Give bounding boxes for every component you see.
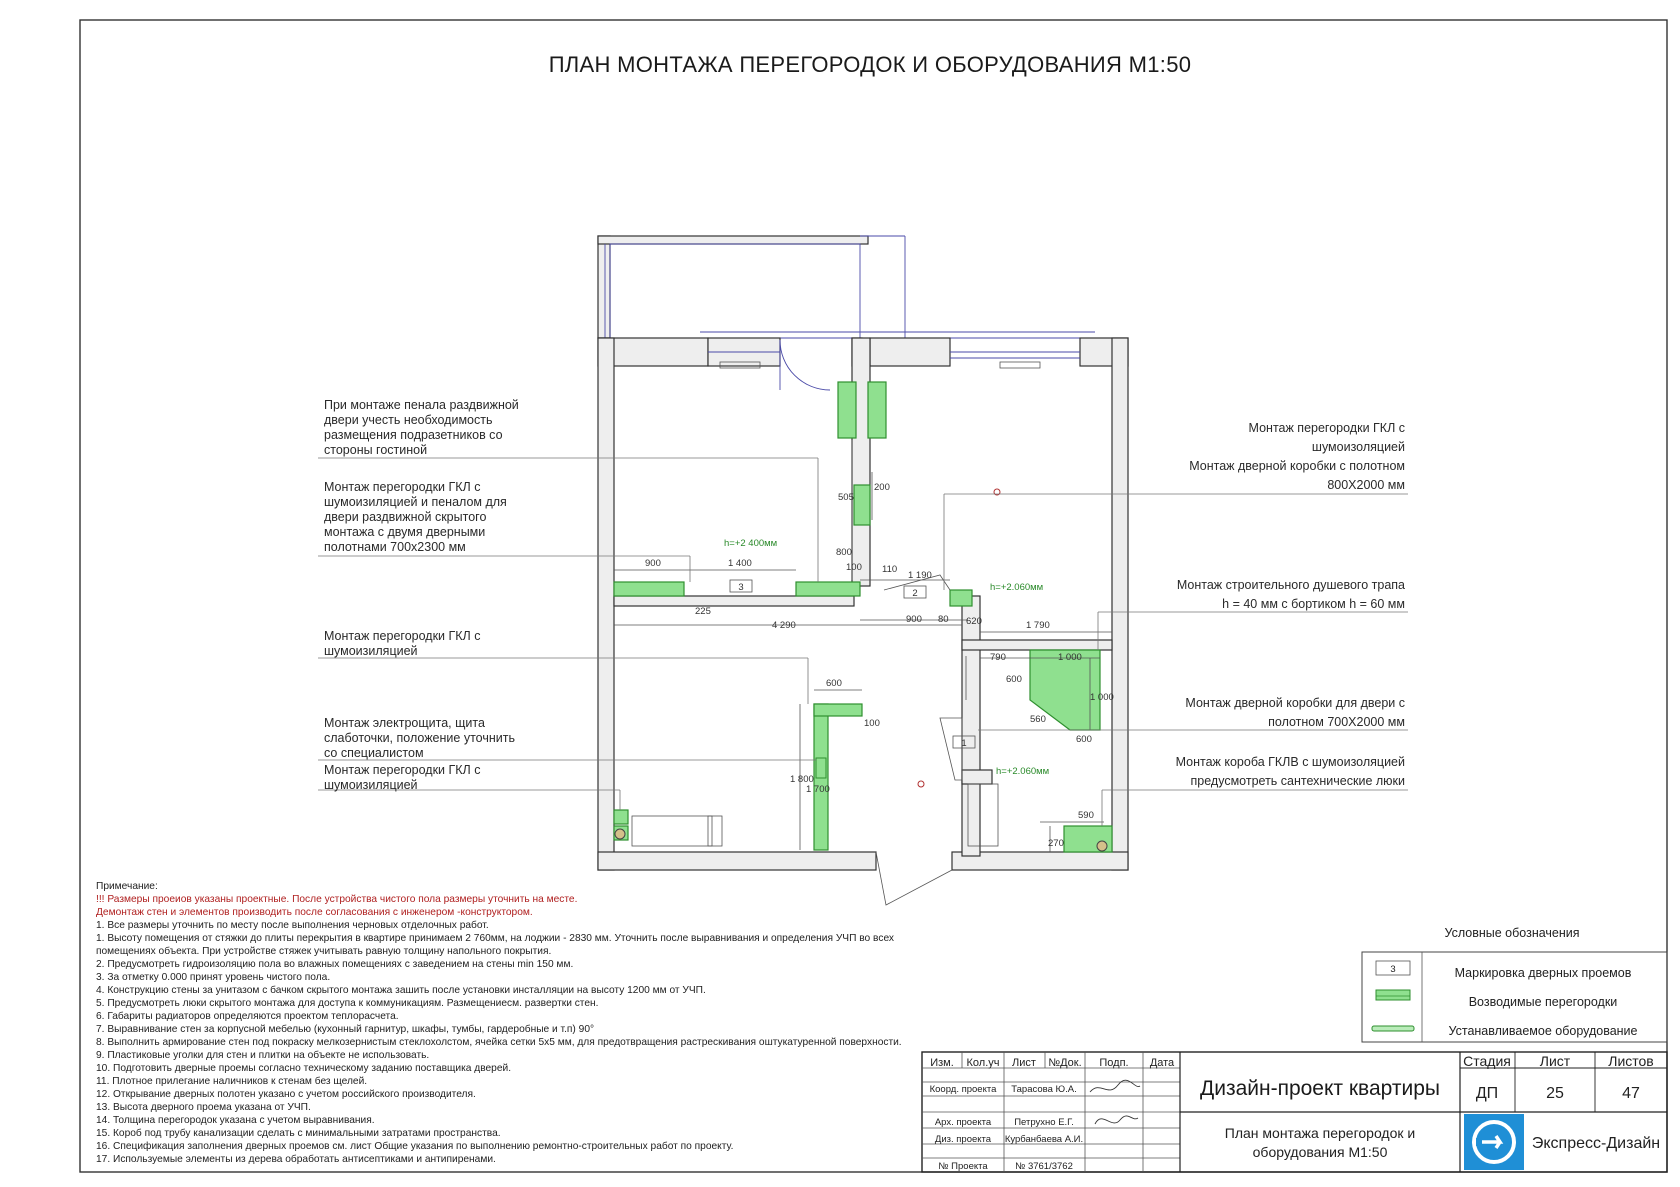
dim-100: 100	[846, 562, 862, 573]
tb-col-podp: Подп.	[1099, 1057, 1129, 1069]
door-tag-3: 3	[738, 582, 744, 593]
page-title: ПЛАН МОНТАЖА ПЕРЕГОРОДОК И ОБОРУДОВАНИЯ М1:50	[548, 52, 1192, 77]
dim-505: 505	[838, 492, 854, 503]
dim-h2400: h=+2 400мм	[724, 538, 778, 549]
callout-l1-line4: стороны гостиной	[324, 443, 428, 457]
dim-1190: 1 190	[908, 570, 932, 581]
signature-2	[1095, 1116, 1138, 1124]
dim-80: 80	[938, 614, 949, 625]
tb-project-name: Дизайн-проект квартиры	[1200, 1077, 1440, 1100]
dim-1000b: 1 000	[1090, 692, 1114, 703]
dim-4290: 4 290	[772, 620, 796, 631]
tb-col-kol: Кол.уч	[966, 1057, 1000, 1069]
notes-item: 1. Высоту помещения от стяжки до плиты перекрытия в квартире принимаем 2 760мм, на лоджии - 2830 мм. Уточнить после выравнивания и определения УЧП во всех	[96, 933, 894, 944]
tb-col-list: Лист	[1012, 1057, 1036, 1069]
tb-stage: ДП	[1475, 1085, 1499, 1102]
callout-l3-line2: шумоизиляцией	[324, 644, 418, 658]
notes-item: 9. Пластиковые уголки для стен и плитки на объекте не использовать.	[96, 1050, 430, 1061]
callout-l1-line2: двери учесть необходимость	[324, 413, 493, 427]
dim-1400: 1 400	[728, 558, 752, 569]
dim-1800: 1 800	[790, 774, 814, 785]
callout-l2-line5: полотнами 700х2300 мм	[324, 540, 466, 554]
callout-l5-line2: шумоизиляцией	[324, 778, 418, 792]
tb-sheets-label: Листов	[1608, 1053, 1654, 1069]
tb-company-name: Экспресс-Дизайн	[1531, 1135, 1661, 1152]
dim-225: 225	[695, 606, 711, 617]
tb-stage-label: Стадия	[1463, 1053, 1511, 1069]
dim-600a: 600	[1006, 674, 1022, 685]
callouts-right	[1176, 421, 1405, 788]
dim-620: 620	[966, 616, 982, 627]
notes-item: 13. Высота дверного проема указана от УЧП.	[96, 1102, 311, 1113]
tb-col-izm: Изм.	[930, 1057, 954, 1069]
dim-600b: 600	[1076, 734, 1092, 745]
door-tag-1: 1	[961, 738, 967, 749]
callout-r4-line2: предусмотреть сантехнические люки	[1190, 774, 1405, 788]
tb-col-data: Дата	[1149, 1057, 1175, 1069]
callouts-left	[324, 398, 519, 792]
legend-item-equipment: Устанавливаемое оборудование	[1448, 1024, 1638, 1038]
callout-r1-line1: Монтаж перегородки ГКЛ с	[1248, 421, 1405, 435]
notes-item: 2. Предусмотреть гидроизоляцию пола во влажных помещениях с заведением на стены min 150 мм.	[96, 959, 574, 970]
notes-item: 15. Короб под трубу канализации сделать с минимальными затратами пространства.	[96, 1128, 501, 1139]
dim-790: 790	[990, 652, 1006, 663]
dim-800: 800	[836, 547, 852, 558]
notes-item: 4. Конструкцию стены за унитазом с бачком скрытого монтажа зашить после установки инсталляции на высоту 1200 мм от УЧП.	[96, 985, 706, 996]
tb-row3-role: Диз. проекта	[934, 1134, 992, 1145]
tb-sheets: 47	[1622, 1085, 1640, 1102]
tb-row4-role: № Проекта	[938, 1161, 988, 1172]
dim-900a: 900	[645, 558, 661, 569]
notes	[96, 881, 902, 1165]
callout-l2-line3: двери раздвижной скрытого	[324, 510, 487, 524]
callout-r1-line3: Монтаж дверной коробки с полотном	[1189, 459, 1405, 473]
notes-item: 6. Габариты радиаторов определяются проектом теплорасчета.	[96, 1011, 399, 1022]
dim-100b: 100	[864, 718, 880, 729]
callout-r4-line1: Монтаж короба ГКЛВ с шумоизоляцией	[1175, 755, 1405, 769]
legend-heading: Условные обозначения	[1444, 926, 1580, 940]
notes-warning-1: !!! Размеры проеиов указаны проектные. После устройства чистого пола размеры уточнить на месте.	[96, 894, 578, 905]
legend-sample-tag: 3	[1390, 964, 1396, 975]
dim-1000a: 1 000	[1058, 652, 1082, 663]
notes-item: 3. За отметку 0.000 принят уровень чистого пола.	[96, 972, 331, 983]
callout-l1-line1: При монтаже пенала раздвижной	[324, 398, 519, 412]
tb-row1-name: Тарасова Ю.А.	[1011, 1084, 1077, 1095]
tb-row2-name: Петрухно Е.Г.	[1014, 1117, 1074, 1128]
callout-r2-line1: Монтаж строительного душевого трапа	[1176, 578, 1405, 592]
dim-h2060b: h=+2.060мм	[996, 766, 1050, 777]
notes-item: 17. Используемые элементы из дерева обработать антисептиками и антипиренами.	[96, 1154, 496, 1165]
loggia	[598, 236, 1095, 338]
callout-r1-line4: 800Х2000 мм	[1327, 478, 1405, 492]
notes-item: помещениях объекта. При устройстве стяжек учитывать равную толщину напольного покрытия.	[96, 946, 552, 957]
callout-l4-line3: со специалистом	[324, 746, 424, 760]
callout-l2-line4: монтажа с двумя дверными	[324, 525, 486, 539]
notes-item: 1. Все размеры уточнить по месту после выполнения черновых отделочных работ.	[96, 920, 489, 931]
callout-r1-line2: шумоизоляцией	[1311, 440, 1405, 454]
dim-560: 560	[1030, 714, 1046, 725]
notes-item: 7. Выравнивание стен за корпусной мебелью (кухонный гарнитур, шкафы, тумбы, гардеробные и т.п) 90°	[96, 1024, 595, 1035]
callout-l2-line2: шумоизиляцией и пеналом для	[324, 495, 507, 509]
title-block	[922, 1052, 1667, 1172]
tb-sheet-title-2: оборудования М1:50	[1252, 1144, 1388, 1160]
callout-l4-line1: Монтаж электрощита, щита	[324, 716, 485, 730]
notes-item: 16. Спецификация заполнения дверных проемов см. лист Общие указания по выполнению ремонтно-строительных работ по проекту.	[96, 1141, 734, 1152]
tb-sheet: 25	[1546, 1085, 1564, 1102]
tb-sheet-label: Лист	[1539, 1053, 1571, 1069]
callout-l3-line1: Монтаж перегородки ГКЛ с	[324, 629, 481, 643]
notes-item: 8. Выполнить армирование стен под покраску мелкозернистым стеклохолстом, ячейка сетки 5х5 мм, для предотвращения растрескивания оштукатуренной поверхности.	[96, 1037, 902, 1048]
dim-200: 200	[874, 482, 890, 493]
floor-plan	[318, 236, 1408, 905]
notes-item: 12. Открывание дверных полотен указано с учетом российского производителя.	[96, 1089, 476, 1100]
dim-1790: 1 790	[1026, 620, 1050, 631]
callout-l5-line1: Монтаж перегородки ГКЛ с	[324, 763, 481, 777]
tb-row2-role: Арх. проекта	[934, 1117, 992, 1128]
dim-600c: 600	[826, 678, 842, 689]
tb-sheet-title-1: План монтажа перегородок и	[1224, 1125, 1416, 1141]
legend-item-door-tags: Маркировка дверных проемов	[1454, 966, 1632, 980]
callout-r2-line2: h = 40 мм с бортиком h = 60 мм	[1222, 597, 1405, 611]
tb-row4-name: № 3761/3762	[1015, 1161, 1073, 1172]
callout-r3-line2: полотном 700Х2000 мм	[1268, 715, 1405, 729]
notes-item: 11. Плотное прилегание наличников к стенам без щелей.	[96, 1076, 368, 1087]
dim-1700: 1 700	[806, 784, 830, 795]
tb-row3-name: Курбанбаева А.И.	[1004, 1134, 1084, 1145]
dim-270: 270	[1048, 838, 1064, 849]
legend	[1362, 926, 1667, 1042]
notes-heading: Примечание:	[96, 881, 158, 892]
dim-900b: 900	[906, 614, 922, 625]
door-tag-2: 2	[912, 588, 918, 599]
entrance-door-swing	[876, 852, 952, 905]
dim-110: 110	[882, 564, 898, 575]
legend-item-partitions: Возводимые перегородки	[1468, 995, 1618, 1009]
inner-walls	[614, 596, 1112, 856]
callout-l2-line1: Монтаж перегородки ГКЛ с	[324, 480, 481, 494]
callout-r3-line1: Монтаж дверной коробки для двери с	[1185, 696, 1405, 710]
dim-590: 590	[1078, 810, 1094, 821]
notes-item: 10. Подготовить дверные проемы согласно техническому заданию поставщика дверей.	[96, 1063, 512, 1074]
callout-l4-line2: слаботочки, положение уточнить	[324, 731, 515, 745]
dim-h2060a: h=+2.060мм	[990, 582, 1044, 593]
tb-col-ndok: №Док.	[1048, 1057, 1082, 1069]
tb-row1-role: Коорд. проекта	[929, 1084, 997, 1095]
central-wall	[780, 338, 870, 586]
notes-item: 14. Толщина перегородок указана с учетом выравнивания.	[96, 1115, 375, 1126]
callout-l1-line3: размещения подразетников со	[324, 428, 503, 442]
notes-warning-2: Демонтаж стен и элементов производить после согласования с инженером -конструктором.	[96, 907, 533, 918]
notes-item: 5. Предусмотреть люки скрытого монтажа для доступа к коммуникациям. Размещениесм. развертки стен.	[96, 998, 599, 1009]
